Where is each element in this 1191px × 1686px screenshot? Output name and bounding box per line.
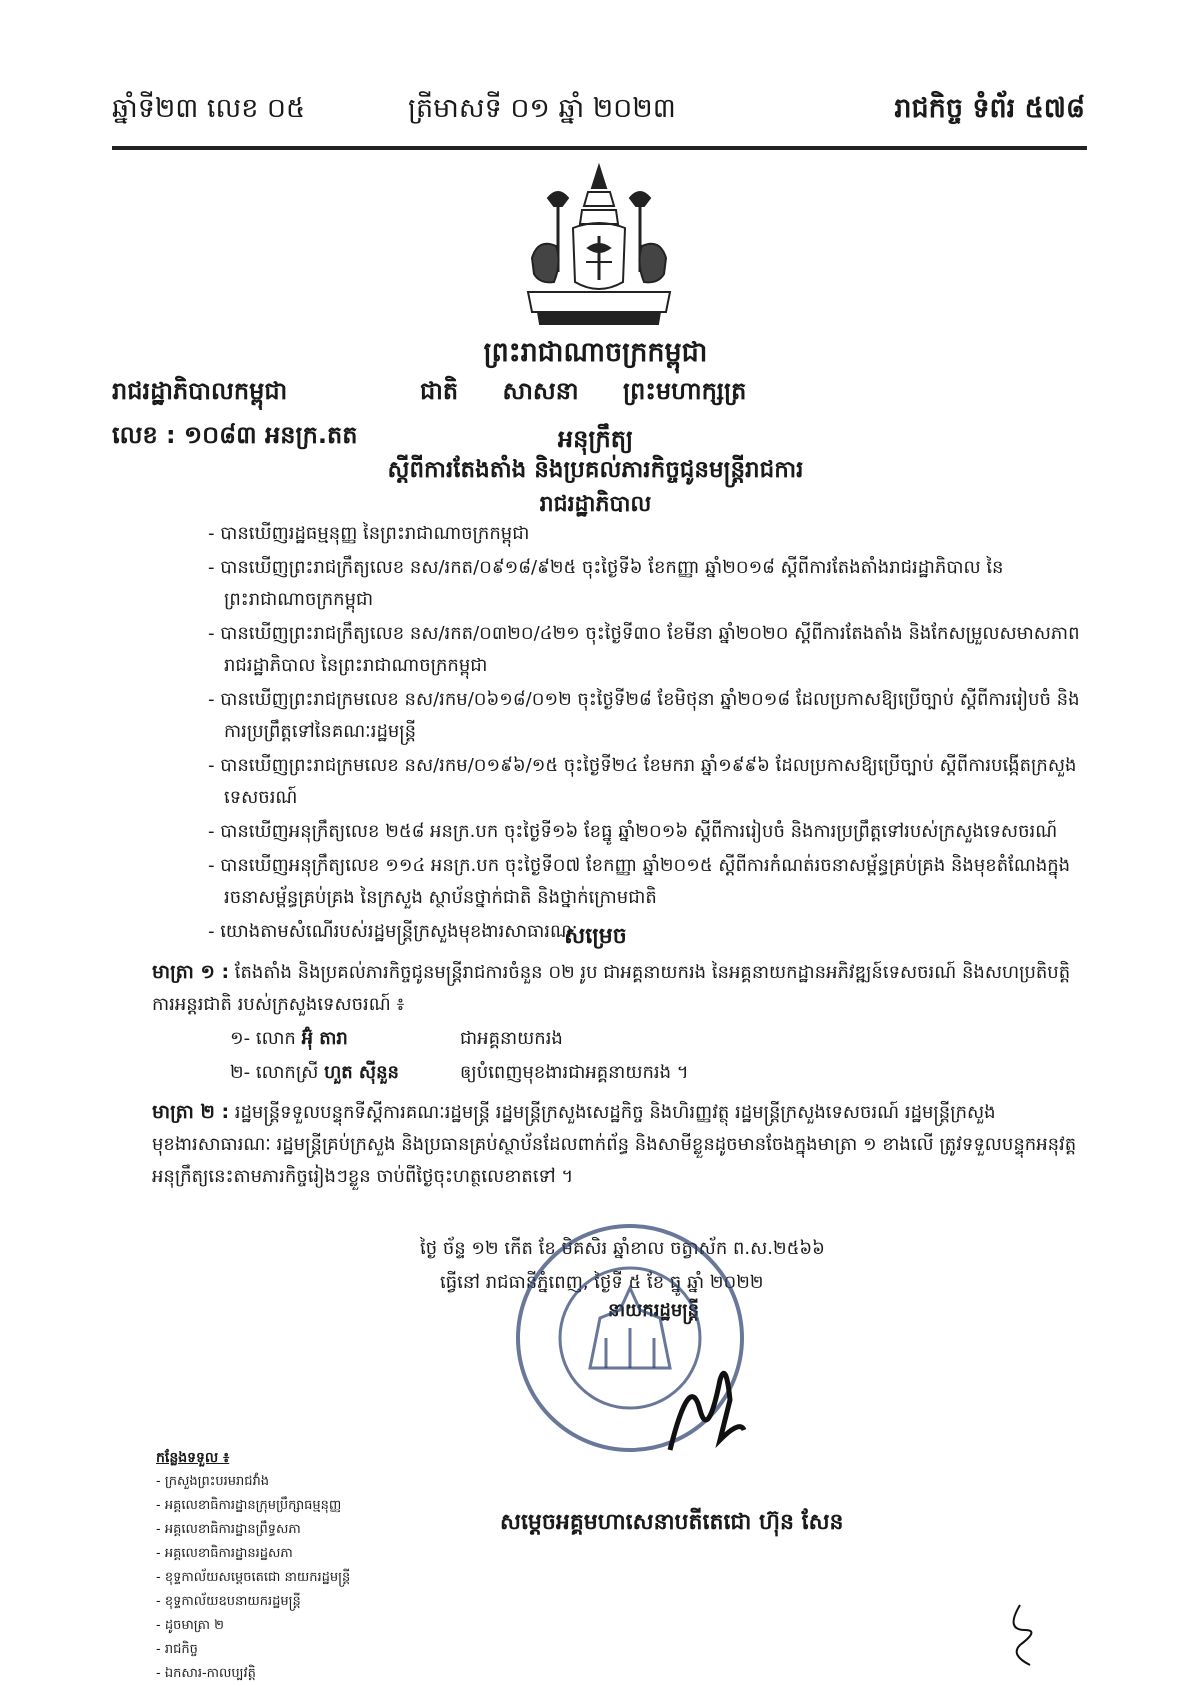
recipient-item: - ខុទ្ទកាល័យសម្តេចតេជោ នាយករដ្ឋមន្ត្រី	[156, 1570, 351, 1585]
government-name: រាជរដ្ឋាភិបាលកម្ពុជា	[112, 377, 288, 405]
signatory-title: នាយករដ្ឋមន្ត្រី	[608, 1300, 700, 1321]
preamble-item: - យោងតាមសំណើរបស់រដ្ឋមន្ត្រីក្រសួងមុខងារសាធារណៈ	[208, 921, 578, 942]
preamble-item: - បានឃើញរដ្ឋធម្មនុញ្ញ នៃព្រះរាជាណាចក្រកម្ពុជា	[208, 523, 530, 544]
royal-coat-of-arms	[518, 162, 680, 332]
recipients-title: កន្លែងទទួល ៖	[156, 1450, 230, 1466]
recipient-item: - អគ្គលេខាធិការដ្ឋានព្រឹទ្ធសភា	[156, 1522, 301, 1537]
person-1	[230, 1026, 348, 1053]
article-1-text: តែងតាំង និងប្រគល់ភារកិច្ចជូនមន្ត្រីរាជការចំនួន ០២ រូប ជាអគ្គនាយករង នៃអគ្គនាយកដ្ឋានអភិវឌ្ឍន៍ទេសចរណ៍ និងសហប្រតិបត្តិការអន្តរជាតិ របស់ក្រសួងទេសចរណ៍ ៖	[152, 962, 1071, 1015]
article-2-label: មាត្រា ២ :	[152, 1101, 230, 1123]
decree-subject: ស្តីពីការតែងតាំង និងប្រគល់ភារកិច្ចជូនមន្ត្រីរាជការ	[387, 457, 804, 483]
person-2-title: លោកស្រី	[255, 1062, 319, 1083]
preamble-item: - បានឃើញអនុក្រឹត្យលេខ ២៥៨ អនក្រ.បក ចុះថ្ងៃទី១៦ ខែធ្នូ ឆ្នាំ២០១៦ ស្តីពីការរៀបចំ និងការប្រព្រឹត្តទៅរបស់ក្រសួងទេសចរណ៍	[208, 821, 1058, 842]
person-1-name: អ៊ុំ តារា	[301, 1028, 348, 1049]
person-2-role: ឲ្យបំពេញមុខងារជាអគ្គនាយករង ។	[460, 1062, 689, 1083]
national-motto: ជាតិ សាសនា ព្រះមហាក្សត្រ	[420, 377, 747, 405]
header-right: រាជកិច្ច ទំព័រ ៥៧៨	[894, 93, 1085, 124]
article-1	[152, 956, 1092, 1021]
preamble-item: - បានឃើញព្រះរាជក្រឹត្យលេខ នស/រកត/០៣២០/៤២១ ចុះថ្ងៃទី៣០ ខែមីនា ឆ្នាំ២០២០ ស្តីពីការតែងតាំង និងកែសម្រួលសមាសភាពរាជរដ្ឋាភិបាល នៃព្រះរាជាណាចក្រកម្ពុជា	[208, 623, 1080, 676]
preamble-item: - បានឃើញព្រះរាជក្រឹត្យលេខ នស/រកត/០៩១៨/៩២៥ ចុះថ្ងៃទី៦ ខែកញ្ញា ឆ្នាំ២០១៨ ស្តីពីការតែងតាំងរាជរដ្ឋាភិបាល នៃព្រះរាជាណាចក្រកម្ពុជា	[208, 557, 1004, 610]
person-2	[230, 1060, 399, 1087]
recipients	[156, 1446, 350, 1686]
header-rule	[112, 146, 1087, 150]
article-2	[152, 1096, 1092, 1193]
preamble-item: - បានឃើញអនុក្រឹត្យលេខ ១១៤ អនក្រ.បក ចុះថ្ងៃទី០៧ ខែកញ្ញា ឆ្នាំ២០១៥ ស្តីពីការកំណត់រចនាសម្ព័ន្ធគ្រប់គ្រង និងមុខតំណែងក្នុងរចនាសម្ព័ន្ធគ្រប់គ្រង នៃក្រសួង ស្ថាប័នថ្នាក់ជាតិ និងថ្នាក់ក្រោមជាតិ	[208, 855, 1071, 908]
signature	[660, 1350, 750, 1460]
lunar-date: ថ្ងៃ ច័ន្ទ ១២ កើត ខែ មិគសិរ ឆ្នាំខាល ចត្វាស័ក ព.ស.២៥៦៦	[420, 1238, 825, 1259]
date-place: ធ្វើនៅ រាជធានីភ្នំពេញ, ថ្ងៃទី ៥ ខែ ធ្នូ ឆ្នាំ ២០២២	[440, 1272, 764, 1293]
recipient-item: - ខុទ្ទកាល័យឧបនាយករដ្ឋមន្ត្រី	[156, 1594, 301, 1609]
person-1-role: ជាអគ្គនាយករង	[460, 1028, 563, 1049]
person-1-title: លោក	[255, 1028, 296, 1049]
header-left: ឆ្នាំទី២៣ លេខ ០៥	[112, 93, 306, 124]
preamble-list	[208, 518, 1093, 950]
kingdom-name: ព្រះរាជាណាចក្រកម្ពុជា	[483, 337, 708, 368]
decree-title: អនុក្រឹត្យ	[557, 425, 634, 453]
recipient-item: - ដូចមាត្រា ២	[156, 1618, 224, 1633]
signatory-name: សម្តេចអគ្គមហាសេនាបតីតេជោ ហ៊ុន សែន	[500, 1510, 844, 1535]
recipient-item: - ឯកសារ-កាលប្បវត្តិ	[156, 1666, 256, 1681]
initials	[1000, 1600, 1050, 1670]
article-1-label: មាត្រា ១ :	[152, 961, 230, 983]
person-1-num: ១-	[230, 1028, 251, 1049]
article-2-text: រដ្ឋមន្ត្រីទទួលបន្ទុកទីស្តីការគណៈរដ្ឋមន្ត្រី រដ្ឋមន្ត្រីក្រសួងសេដ្ឋកិច្ច និងហិរញ្ញវត្ថុ រដ្ឋមន្ត្រីក្រសួងទេសចរណ៍ រដ្ឋមន្ត្រីក្រសួងមុខងារសាធារណៈ រដ្ឋមន្ត្រីគ្រប់ក្រសួង និងប្រធានគ្រប់ស្ថាប័នដែលពាក់ព័ន្ធ និងសាមីខ្លួនដូចមានចែងក្នុងមាត្រា ១ ខាងលើ ត្រូវទទួលបន្ទុកអនុវត្តអនុក្រឹត្យនេះតាមភារកិច្ចរៀងៗខ្លួន ចាប់ពីថ្ងៃចុះហត្ថលេខាតទៅ ។	[152, 1102, 1077, 1187]
recipient-item: - អគ្គលេខាធិការដ្ឋានរដ្ឋសភា	[156, 1546, 293, 1561]
recipient-item: - ក្រសួងព្រះបរមរាជវាំង	[156, 1474, 270, 1489]
preamble-item: - បានឃើញព្រះរាជក្រមលេខ នស/រកម/០១៩៦/១៥ ចុះថ្ងៃទី២៤ ខែមករា ឆ្នាំ១៩៩៦ ដែលប្រកាសឱ្យប្រើច្បាប់ ស្តីពីការបង្កើតក្រសួងទេសចរណ៍	[208, 755, 1077, 808]
issuer: រាជរដ្ឋាភិបាល	[539, 492, 652, 517]
preamble-item: - បានឃើញព្រះរាជក្រមលេខ នស/រកម/០៦១៨/០១២ ចុះថ្ងៃទី២៨ ខែមិថុនា ឆ្នាំ២០១៨ ដែលប្រកាសឱ្យប្រើច្បាប់ ស្តីពីការរៀបចំ និងការប្រព្រឹត្តទៅនៃគណៈរដ្ឋមន្ត្រី	[208, 689, 1080, 742]
header-center: ត្រីមាសទី ០១ ឆ្នាំ ២០២៣	[408, 93, 676, 124]
person-2-num: ២-	[230, 1062, 251, 1083]
recipient-item: - រាជកិច្ច	[156, 1642, 198, 1657]
person-2-name: ហួត ស៊ីនួន	[324, 1062, 399, 1083]
recipient-item: - អគ្គលេខាធិការដ្ឋានក្រុមប្រឹក្សាធម្មនុញ្ញ	[156, 1498, 342, 1513]
reference-number: លេខ : ១០៨៣ អនក្រ.តត	[112, 421, 358, 449]
decision-title: សម្រេច	[564, 924, 627, 949]
